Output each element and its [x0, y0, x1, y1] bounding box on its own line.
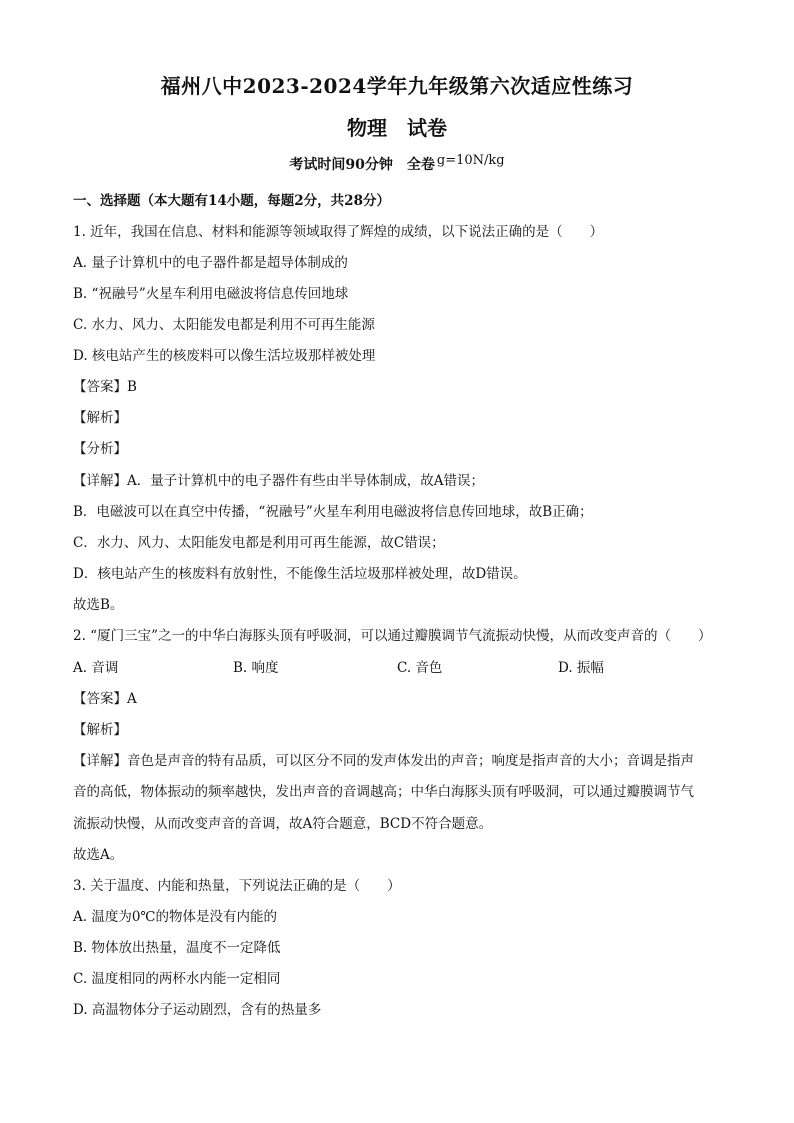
- q1-option-c: C. 水力、风力、太阳能发电都是利用不可再生能源: [73, 317, 375, 333]
- document-title: 福州八中2023-2024学年九年级第六次适应性练习: [160, 74, 634, 98]
- q2-option-b: B. 响度: [233, 660, 279, 676]
- q2-detail-line: 【详解】音色是声音的特有品质，可以区分不同的发声体发出的声音；响度是指声音的大小；音调是指声: [73, 753, 694, 769]
- q1-answer: 【答案】B: [73, 379, 137, 395]
- q2-detail-line: 流振动快慢，从而改变声音的音调，故A符合题意，BCD不符合题意。: [73, 816, 493, 832]
- q2-analysis-label: 【解析】: [73, 722, 127, 738]
- q2-conclusion: 故选A。: [73, 847, 124, 863]
- q1-option-d: D. 核电站产生的核废料可以像生活垃圾那样被处理: [73, 348, 376, 364]
- q3-stem: 3. 关于温度、内能和热量，下列说法正确的是（ ）: [73, 878, 401, 894]
- q1-detail-line: D．核电站产生的核废料有放射性，不能像生活垃圾那样被处理，故D错误。: [73, 566, 527, 582]
- q3-option-a: A. 温度为0℃的物体是没有内能的: [73, 909, 278, 925]
- q1-detail-line: 【详解】A．量子计算机中的电子器件有些由半导体制成，故A错误；: [73, 473, 484, 489]
- q1-detail-line: C．水力、风力、太阳能发电都是利用可再生能源，故C错误；: [73, 535, 445, 551]
- q2-detail-line: 音的高低，物体振动的频率越快，发出声音的音调越高；中华白海豚头顶有呼吸洞，可以通过瓣膜调节气: [73, 784, 694, 800]
- q1-fenxi-label: 【分析】: [73, 441, 127, 457]
- q2-stem: 2. “厦门三宝”之一的中华白海豚头顶有呼吸洞，可以通过瓣膜调节气流振动快慢，从而改变声音的（ ）: [73, 628, 712, 644]
- q1-detail-line: B．电磁波可以在真空中传播，“祝融号”火星车利用电磁波将信息传回地球，故B正确；: [73, 504, 593, 520]
- q3-option-d: D. 高温物体分子运动剧烈，含有的热量多: [73, 1002, 322, 1018]
- q3-option-c: C. 温度相同的两杯水内能一定相同: [73, 971, 281, 987]
- q2-answer: 【答案】A: [73, 691, 137, 707]
- q1-option-b: B. “祝融号”火星车利用电磁波将信息传回地球: [73, 286, 349, 302]
- q3-option-b: B. 物体放出热量，温度不一定降低: [73, 940, 281, 956]
- q1-option-a: A. 量子计算机中的电子器件都是超导体制成的: [73, 255, 348, 271]
- exam-time-text: 考试时间90分钟 全卷: [289, 157, 435, 173]
- subject-title: 物理 试卷: [347, 116, 447, 140]
- q2-option-a: A. 音调: [73, 660, 119, 676]
- q2-option-d: D. 振幅: [558, 660, 604, 676]
- q1-stem: 1. 近年，我国在信息、材料和能源等领域取得了辉煌的成绩，以下说法正确的是（ ）: [73, 224, 604, 240]
- exam-info: [0, 154, 794, 174]
- section-heading: 一、选择题（本大题有14小题，每题2分，共28分）: [73, 193, 390, 209]
- q1-conclusion: 故选B。: [73, 597, 124, 613]
- q2-option-c: C. 音色: [397, 660, 443, 676]
- q1-analysis-label: 【解析】: [73, 410, 127, 426]
- gravity-value: g=10N/kg: [436, 153, 505, 168]
